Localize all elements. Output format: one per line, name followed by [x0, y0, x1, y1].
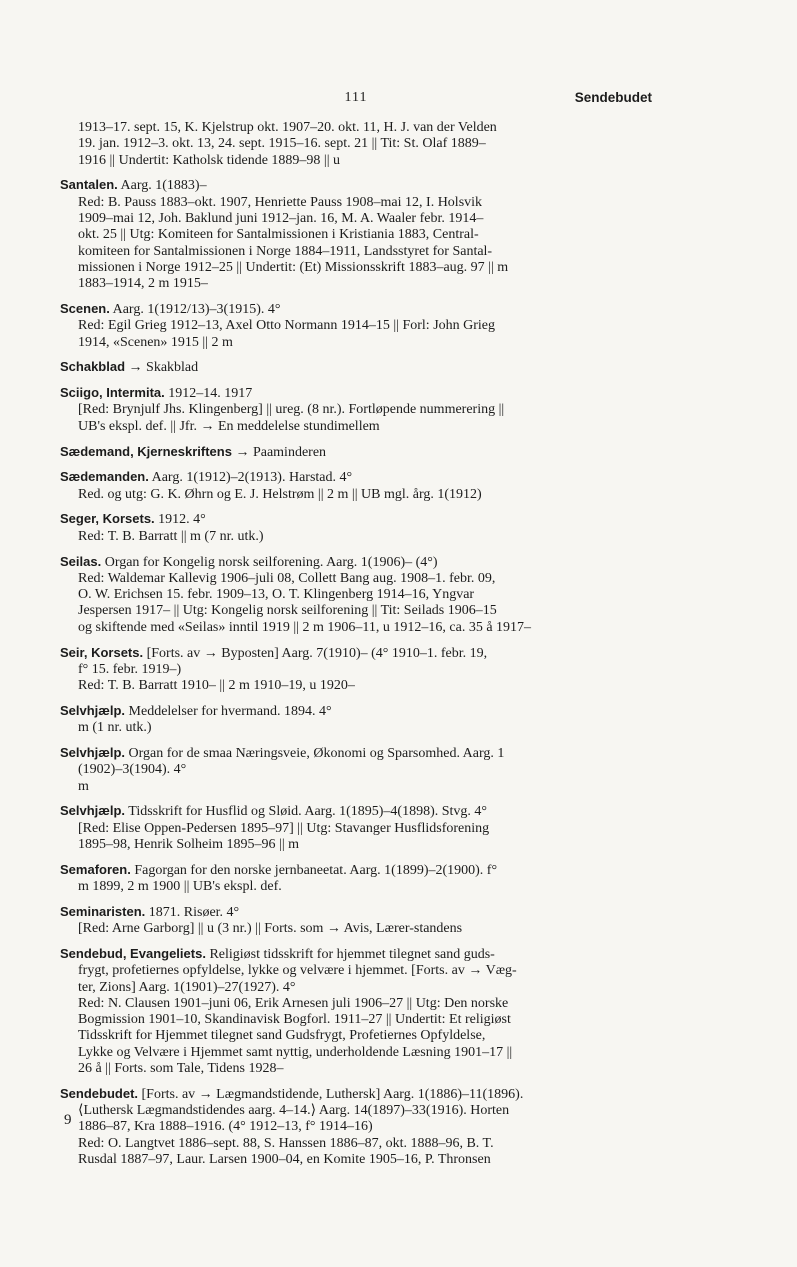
entry-text: Meddelelser for hvermand. 1894. 4° [125, 703, 332, 719]
entry-line: ter, Zions] Aarg. 1(1901)–27(1927). 4° [78, 979, 296, 995]
entry-line: ⟨Luthersk Lægmandstidendes aarg. 4–14.⟩ Aarg. 14(1897)–33(1916). Horten [78, 1103, 510, 1119]
entry-line: m (1 nr. utk.) [78, 720, 152, 736]
entry-first-line [60, 359, 652, 376]
entry-line: Red: O. Langtvet 1886–sept. 88, S. Hanssen 1886–87, okt. 1888–96, B. T. [78, 1135, 494, 1151]
entry-first-line [60, 511, 652, 528]
entry-headword: Semaforen. [60, 861, 131, 877]
entry-line: Bogmission 1901–10, Skandinavisk Bogforl. 1911–27 || Undertit: Et religiøst [78, 1012, 511, 1028]
page-header [60, 90, 652, 110]
entry-line: Red: T. B. Barratt || m (7 nr. utk.) [78, 528, 264, 544]
catalog-entry [60, 862, 652, 896]
entry-headword: Seilas. [60, 553, 102, 569]
entry-first-line [60, 645, 652, 662]
catalog-entry [60, 745, 652, 795]
entry-line: 1895–98, Henrik Solheim 1895–96 || m [78, 836, 300, 852]
entry-text: Organ for de smaa Næringsveie, Økonomi og Sparsomhed. Aarg. 1 [125, 746, 505, 761]
entry-headword: Selvhjælp. [60, 745, 126, 760]
catalog-entry [60, 904, 652, 938]
catalog-entry [60, 703, 652, 737]
entry-first-line [60, 177, 652, 194]
entry-line: Red: Waldemar Kallevig 1906–juli 08, Collett Bang aug. 1908–1. febr. 09, [78, 570, 496, 586]
entry-line: missionen i Norge 1912–25 || Undertit: (Et) Missionsskrift 1883–aug. 97 || m [78, 259, 509, 275]
entry-line: okt. 25 || Utg: Komiteen for Santalmissionen i Kristiania 1883, Central- [78, 227, 479, 243]
entry-text: 1871. Risøer. 4° [145, 904, 240, 920]
entry-text: [Forts. av → Byposten] Aarg. 7(1910)– (4° 1910–1. febr. 19, [143, 645, 488, 661]
entry-line: Red: N. Clausen 1901–juni 06, Erik Arnesen juli 1906–27 || Utg: Den norske [78, 995, 509, 1011]
entry-line: 1914, «Scenen» 1915 || 2 m [78, 334, 233, 350]
entry-text: [Forts. av → Lægmandstidende, Luthersk] Aarg. 1(1886)–11(1896). [138, 1086, 524, 1102]
entry-first-line [60, 444, 652, 461]
entry-first-line [60, 703, 652, 720]
entry-headword: Schakblad [60, 359, 126, 375]
entry-text: Aarg. 1(1912)–2(1913). Harstad. 4° [148, 470, 353, 486]
entry-line: 1886–87, Kra 1888–1916. (4° 1912–13, f° 1914–16) [78, 1119, 373, 1135]
entry-first-line [60, 862, 652, 879]
entry-headword: Scenen. [60, 300, 110, 316]
entry-headword: Seminaristen. [60, 903, 146, 919]
entry-text: → Paaminderen [231, 444, 327, 460]
entry-line: frygt, profetiernes opfyldelse, lykke og velvære i hjemmet. [Forts. av → Væg- [78, 963, 517, 979]
entry-line: [Red: Brynjulf Jhs. Klingenberg] || ureg. (8 nr.). Fortløpende nummerering || [78, 402, 505, 418]
entry-line: O. W. Erichsen 15. febr. 1909–13, O. T. Klingenberg 1914–16, Yngvar [78, 587, 475, 603]
entry-first-line [60, 745, 652, 762]
entry-line: Tidsskrift for Hjemmet tilegnet sand Gudsfrygt, Profetiernes Opfyldelse, [78, 1028, 486, 1044]
entry-first-line [60, 554, 652, 571]
entry-line: Red: B. Pauss 1883–okt. 1907, Henriette Pauss 1908–mai 12, I. Holsvik [78, 194, 483, 210]
entry-headword: Santalen. [60, 177, 118, 193]
entry-line: [Red: Arne Garborg] || u (3 nr.) || Forts. som → Avis, Lærer-standens [78, 921, 463, 937]
catalog-entry [60, 946, 652, 1077]
catalog-entry [60, 645, 652, 695]
entry-text: 1912–14. 1917 [164, 386, 253, 402]
catalog-entry [60, 385, 652, 435]
entry-headword: Seir, Korsets. [60, 644, 144, 660]
page-number: 111 [344, 90, 368, 105]
catalog-entry [60, 1086, 652, 1168]
catalog-entry [60, 301, 652, 351]
entry-headword: Sædemanden. [60, 469, 149, 485]
catalog-entry [60, 469, 652, 503]
entry-headword: Selvhjælp. [60, 803, 126, 819]
entry-line: 26 å || Forts. som Tale, Tidens 1928– [78, 1061, 284, 1077]
entry-text: Organ for Kongelig norsk seilforening. Aarg. 1(1906)– (4°) [101, 554, 438, 570]
entry-text: 1912. 4° [154, 512, 206, 528]
entry-text: Fagorgan for den norske jernbaneetat. Aarg. 1(1899)–2(1900). f° [130, 862, 498, 878]
entry-line: Rusdal 1887–97, Laur. Larsen 1900–04, en Komite 1905–16, P. Thronsen [78, 1152, 491, 1168]
catalog-entry [60, 359, 652, 376]
entry-line: Red: Egil Grieg 1912–13, Axel Otto Normann 1914–15 || Forl: John Grieg [78, 318, 496, 334]
entry-line: [Red: Elise Oppen-Pedersen 1895–97] || Utg: Stavanger Husflidsforening [78, 820, 490, 836]
entry-first-line [60, 301, 652, 318]
entry-line: 1913–17. sept. 15, K. Kjelstrup okt. 1907–20. okt. 11, H. J. van der Velden [78, 120, 497, 135]
entry-line: 1883–1914, 2 m 1915– [78, 276, 208, 292]
entry-first-line [60, 946, 652, 963]
entry-line: UB's ekspl. def. || Jfr. → En meddelelse stundimellem [78, 418, 380, 434]
entry-first-line [60, 904, 652, 921]
entry-line: 1916 || Undertit: Katholsk tidende 1889–98 || u [78, 152, 341, 168]
entry-line: Red: T. B. Barratt 1910– || 2 m 1910–19, u 1920– [78, 678, 355, 694]
entry-text: Aarg. 1(1883)– [117, 178, 207, 194]
catalog-entry [60, 803, 652, 853]
entry-headword: Selvhjælp. [60, 702, 126, 718]
entry-headword: Sendebud, Evangeliets. [60, 945, 206, 961]
entry-text: Aarg. 1(1912/13)–3(1915). 4° [109, 301, 281, 317]
catalog-entry [60, 511, 652, 545]
catalog-content [60, 120, 652, 1177]
running-head: Sendebudet [574, 90, 652, 105]
entry-first-line [60, 803, 652, 820]
catalog-entry [60, 554, 652, 636]
entry-line: (1902)–3(1904). 4° [78, 762, 187, 778]
entry-text: → Skakblad [125, 360, 199, 376]
entry-headword: Sædemand, Kjerneskriftens [60, 443, 232, 459]
entry-line: 1909–mai 12, Joh. Baklund juni 1912–jan. 16, M. A. Waaler febr. 1914– [78, 210, 484, 226]
entry-line: Jespersen 1917– || Utg: Kongelig norsk seilforening || Tit: Seilads 1906–15 [78, 603, 497, 619]
entry-line: komiteen for Santalmissionen i Norge 1884–1911, Landsstyret for Santal- [78, 243, 493, 259]
entry-line: 19. jan. 1912–3. okt. 13, 24. sept. 1915–16. sept. 21 || Tit: St. Olaf 1889– [78, 136, 486, 152]
continuation-entry [60, 120, 652, 169]
entry-headword: Sciigo, Intermita. [60, 385, 165, 401]
entry-line: m 1899, 2 m 1900 || UB's ekspl. def. [78, 879, 282, 895]
entry-headword: Seger, Korsets. [60, 511, 155, 527]
entry-headword: Sendebudet. [60, 1085, 139, 1101]
entry-line: f° 15. febr. 1919–) [78, 661, 182, 677]
entry-line: Lykke og Velvære i Hjemmet samt nyttig, underholdende Læsning 1901–17 || [78, 1044, 513, 1060]
catalog-entry [60, 177, 652, 292]
entry-line: m [78, 778, 89, 794]
entry-line: og skiftende med «Seilas» inntil 1919 || 2 m 1906–11, u 1912–16, ca. 35 å 1917– [78, 619, 532, 635]
entry-text: Tidsskrift for Husflid og Sløid. Aarg. 1(1895)–4(1898). Stvg. 4° [125, 804, 488, 820]
entry-text: Religiøst tidsskrift for hjemmet tilegnet sand guds- [205, 946, 495, 962]
entry-first-line [60, 385, 652, 402]
signature-mark: 9 [64, 1112, 72, 1128]
entry-line: Red. og utg: G. K. Øhrn og E. J. Helstrøm || 2 m || UB mgl. årg. 1(1912) [78, 486, 482, 502]
entry-first-line [60, 1086, 652, 1103]
entry-first-line [60, 469, 652, 486]
catalog-entry [60, 444, 652, 461]
